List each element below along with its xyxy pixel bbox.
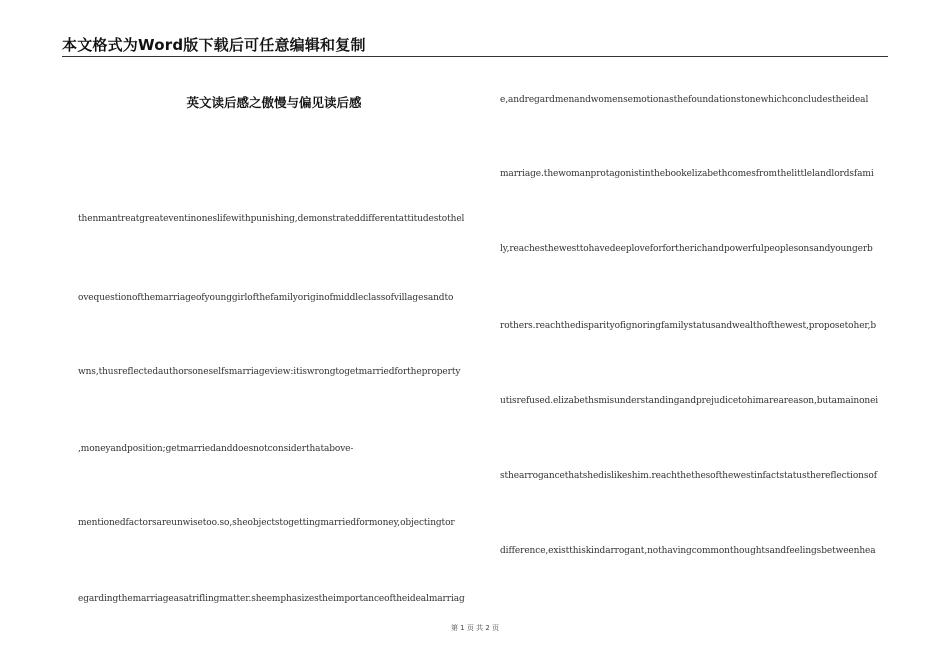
text-line: wns,thusreflectedauthorsoneselfsmarriageview:itiswrongtogetmarriedfortheproperty [78, 367, 461, 377]
text-line: e,andregardmenandwomensemotionasthefoundationstonewhichconcludestheideal [500, 95, 869, 105]
text-line: egardingthemarriageasatriflingmatter.sheemphasizestheimportanceoftheidealmarriag [78, 594, 465, 604]
text-line: difference,existthiskindarrogant,nothavingcommonthoughtsandfeelingsbetweenhea [500, 546, 876, 556]
text-line: mentionedfactorsareunwisetoo.so,sheobjectstogettingmarriedformoney,objectingtor [78, 518, 455, 528]
text-line: ,moneyandposition;getmarriedanddoesnotconsiderthatabove- [78, 444, 354, 454]
text-line: marriage.thewomanprotagonistinthebookelizabethcomesfromthelittlelandlordsfami [500, 169, 874, 179]
page-number: 第 1 页 共 2 页 [450, 624, 500, 632]
document-header: 本文格式为Word版下载后可任意编辑和复制 [62, 36, 366, 54]
header-divider [62, 56, 888, 57]
text-line: utisrefused.elizabethsmisunderstandingandprejudicetohimareareason,butamainonei [500, 396, 879, 406]
text-line: ovequestionofthemarriageofyounggirlofthefamilyoriginofmiddleclassofvillagesandto [78, 293, 454, 303]
text-line: sthearrogancethatshedislikeshim.reachthethesofthewestinfactstatusthereflectionsof [500, 471, 877, 481]
text-line: rothers.reachthedisparityofignoringfamilystatusandwealthofthewest,proposetoher,b [500, 321, 877, 331]
text-line: thenmantreatgreateventinoneslifewithpunishing,demonstrateddifferentattitudestothel [78, 214, 465, 224]
document-title: 英文读后感之傲慢与偏见读后感 [186, 95, 362, 110]
text-line: ly,reachesthewesttohavedeeploveforfortherichandpowerfulpeoplesonsandyoungerb [500, 244, 873, 254]
